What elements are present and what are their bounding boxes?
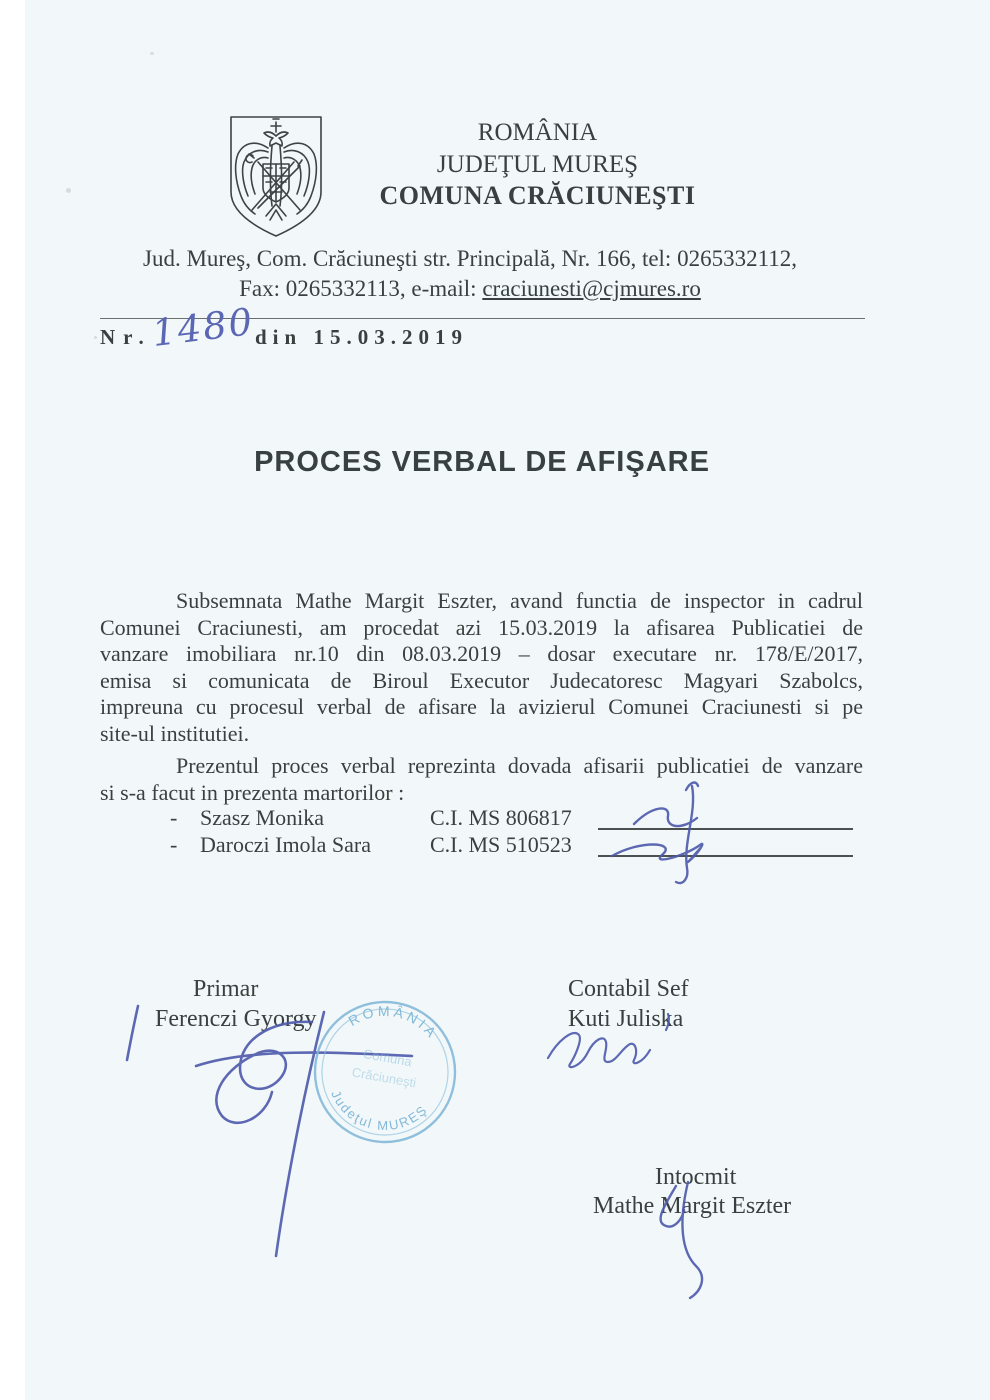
contabil-name: Kuti Juliska xyxy=(568,1006,684,1032)
primar-title: Primar xyxy=(193,976,259,1002)
document-title: PROCES VERBAL DE AFIŞARE xyxy=(254,446,710,478)
witness-id: C.I. MS 510523 xyxy=(430,832,572,857)
scan-speck xyxy=(150,52,154,55)
letterhead-county: JUDEŢUL MUREŞ xyxy=(436,150,639,178)
address-fax: Fax: 0265332113, e-mail: xyxy=(239,276,483,301)
witness-signature-line xyxy=(598,833,853,857)
letterhead xyxy=(85,117,990,212)
body-line: impreuna cu procesul verbal de afisare la avizierul Comunei Craciunesti si pe xyxy=(100,694,863,719)
stamp-bottom-text: Judeţul MUREŞ xyxy=(328,1087,431,1134)
registration-date: din 15.03.2019 xyxy=(255,325,468,349)
witness-name: Szasz Monika xyxy=(200,805,325,830)
body-paragraph-2 xyxy=(100,753,863,806)
intocmit-name: Mathe Margit Eszter xyxy=(593,1193,792,1219)
scan-speck xyxy=(66,188,71,193)
registration-nr-handwritten: 1480 xyxy=(149,299,257,356)
scan-speck xyxy=(94,336,97,339)
body-paragraph-1 xyxy=(100,588,863,747)
letterhead-commune: COMUNA CRĂCIUNEŞTI xyxy=(379,181,696,210)
primar-signature-ink xyxy=(127,1006,412,1256)
body-line: Prezentul proces verbal reprezinta dovada afisarii publicatiei de vanzare xyxy=(176,753,863,778)
round-stamp xyxy=(304,991,466,1153)
body-line: emisa si comunicata de Biroul Executor Judecatoresc Magyari Szabolcs, xyxy=(100,667,863,693)
contabil-title: Contabil Sef xyxy=(568,976,689,1002)
stamp-center-line2: Crăciuneşti xyxy=(350,1064,418,1091)
email-link[interactable]: craciunesti@cjmures.ro xyxy=(482,276,701,301)
body-line: si s-a facut in prezenta martorilor : xyxy=(100,779,405,805)
body-line: Comunei Craciunesti, am procedat azi 15.03.2019 la afisarea Publicatiei de xyxy=(100,614,863,640)
witness-id: C.I. MS 806817 xyxy=(430,805,572,830)
primar-name: Ferenczi Gyorgy xyxy=(155,1006,317,1032)
body-line: Subsemnata Mathe Margit Eszter, avand functia de inspector in cadrul xyxy=(176,588,863,613)
witness-bullet: - xyxy=(170,805,178,830)
svg-text:ROMÂNIA xyxy=(343,995,445,1044)
address-line1: Jud. Mureş, Com. Crăciuneşti str. Principală, Nr. 166, tel: 0265332112, xyxy=(143,246,797,271)
stamp-center-line1: Comuna xyxy=(362,1046,414,1070)
body-line: site-ul institutiei. xyxy=(100,720,250,746)
stamp-top-text: ROMÂNIA xyxy=(345,1002,442,1043)
witness-bullet: - xyxy=(170,832,178,857)
address-line2 xyxy=(0,274,940,304)
witness-signature-line xyxy=(598,806,853,830)
intocmit-title: Intocmit xyxy=(655,1164,737,1190)
letterhead-country: ROMÂNIA xyxy=(477,119,598,146)
registration-nr-label: Nr. xyxy=(100,325,152,349)
svg-text:Judeţul MUREŞ xyxy=(323,1086,432,1142)
body-line: vanzare imobiliara nr.10 din 08.03.2019 – dosar executare nr. 178/E/2017, xyxy=(100,641,863,666)
letterhead-address xyxy=(0,244,940,304)
witness-name: Daroczi Imola Sara xyxy=(200,832,372,857)
